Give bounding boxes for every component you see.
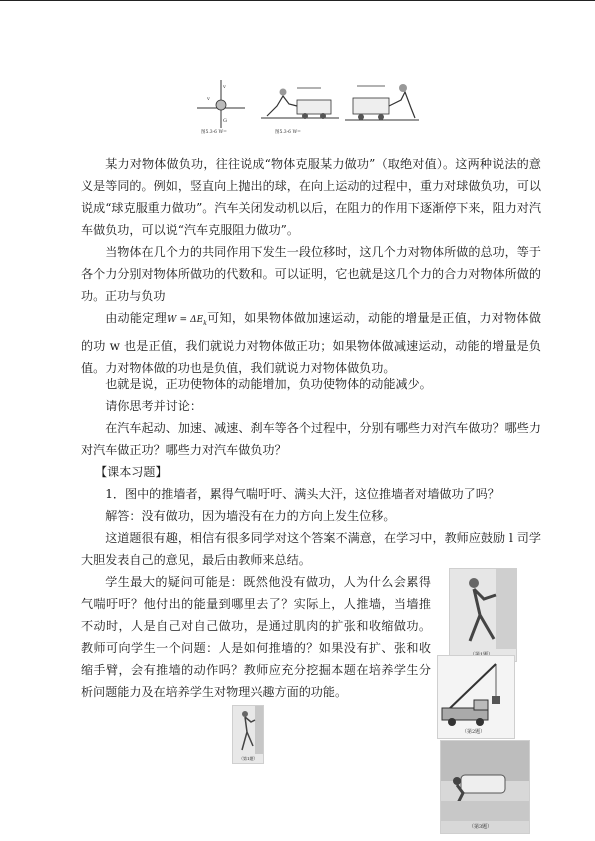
photo-wall-push	[449, 568, 517, 662]
photo3-caption: （第3题）	[469, 824, 493, 830]
header-rule	[0, 0, 595, 1]
heading-positive-negative-work: 正功与负功	[105, 289, 166, 303]
svg-text:v: v	[223, 84, 226, 90]
figure-caption-left: 图5.3-6 W=	[201, 130, 227, 135]
paragraph-car-question: 在汽车起动、加速、减速、刹车等各个过程中，分别有哪些力对汽车做功？哪些力对汽车做正功？哪些力对汽车做负功？	[81, 421, 541, 457]
photo-small-wall-push	[232, 705, 264, 764]
svg-text:G: G	[223, 118, 227, 124]
small-push-figure-icon	[233, 706, 263, 756]
figure-strip	[193, 78, 421, 140]
paragraph-student-question: 学生最大的疑问可能是：既然他没有做功，人为什么会累得气喘吁吁？他付出的能量到哪里去了？实际上，人推墙，当墙推不动时，人是自己对自己做功，是通过肌肉的扩张和收缩做功。教师可向学生一个问题：人是如何推墙的？如果没有扩、张和收缩手臂，会有推墙的动作吗？教师应充分挖掘本题在培养学生分析问题能力及在培养学生对物理兴趣方面的功能。	[81, 575, 431, 699]
paragraph-teaching-note: 这道题很有趣，相信有很多同学对这个答案不满意，在学习中，教师应鼓励 l 司学大胆发表自己的意见，最后由教师来总结。	[81, 531, 541, 567]
crane-truck-icon	[438, 656, 514, 738]
exercise-answer-1: 解答：没有做功，因为墙没有在力的方向上发生位移。	[105, 509, 396, 523]
photo2-caption: （第2题）	[462, 729, 486, 735]
figure-caption-mid: 图5.3-6 W=	[275, 130, 301, 135]
figure-pull-diagram	[345, 78, 419, 130]
paragraph-summary: 也就是说，正功使物体的动能增加，负功使物体的动能减少。	[105, 377, 432, 391]
theorem-body: 可知，如果物体做加速运动，动能的增量是正值，力对物体做的功 w 也是正值，我们就说力对物体做正功；如果物体做减速运动，动能的增量是负值。力对物体做的功也是负值，我们就说力对物体做负功。	[81, 311, 541, 375]
wall-push-figure-icon	[450, 569, 516, 661]
paragraph-discussion-prompt: 请你思考并讨论：	[105, 399, 202, 413]
paragraph-total-work: 当物体在几个力的共同作用下发生一段位移时，这几个力对物体所做的总功，等于各个力分别对物体所做功的代数和。可以证明，它也就是这几个力的合力对物体所做的功。	[81, 245, 541, 303]
exercise-question-1: 1．图中的推墙者，累得气喘吁吁、满头大汗，这位推墙者对墙做功了吗？	[105, 487, 500, 501]
photo-crane-truck	[437, 655, 515, 739]
paragraph-negative-work: 某力对物体做负功，往往说成“物体克服某力做功”（取绝对值）。这两种说法的意义是等同的。例如，竖直向上抛出的球，在向上运动的过程中，重力对球做负功，可以说成“球克服重力做功”。汽车关闭发动机以后，在阻力的作用下逐渐停下来，阻力对汽车做负功，可以说“汽车克服阻力做功”。	[81, 157, 541, 237]
figure-cart-diagram	[261, 78, 339, 130]
svg-text:v: v	[207, 96, 210, 102]
theorem-lead: 由动能定理	[105, 311, 168, 325]
theorem-formula: $W = \Delta E_k$	[167, 315, 207, 327]
paragraph-kinetic-theorem	[81, 307, 541, 379]
car-push-icon	[441, 741, 529, 833]
exercise-heading: 【课本习题】	[95, 465, 168, 479]
small-photo-caption: （第1题）	[239, 756, 258, 761]
photo-car-push	[440, 740, 530, 834]
